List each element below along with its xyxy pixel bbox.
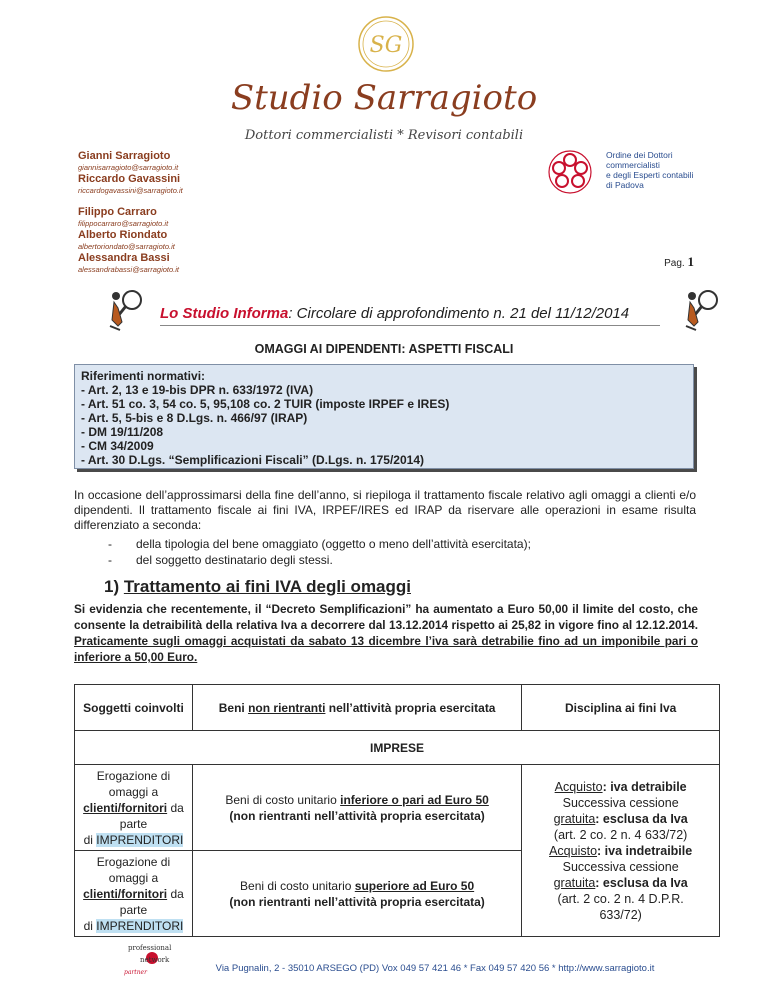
studio-monogram-logo — [356, 14, 416, 74]
ordine-logo-icon — [540, 148, 600, 196]
section-body — [74, 601, 698, 665]
ordine-line: commercialisti — [606, 160, 660, 170]
beni-cell: Beni di costo unitario superiore ad Euro 50 (non rientranti nell’attività propria esercitata) — [192, 851, 521, 937]
section-title — [104, 577, 411, 597]
circular-heading — [160, 305, 660, 322]
list-item-text: del soggetto destinatario degli stessi. — [136, 553, 333, 567]
highlight-imprenditori: IMPRENDITORI — [96, 832, 184, 847]
footer-address: Via Pugnalin, 2 - 35010 ARSEGO (PD) Vox 049 57 421 46 * Fax 049 57 420 56 * http://www.sarragioto.it — [215, 963, 655, 974]
bullet-list — [108, 536, 531, 568]
intro-paragraph: In occasione dell’approssimarsi della fine dell’anno, si riepiloga il trattamento fiscale relativo agli omaggi a clienti e/o dipendenti. Il trattamento fiscale ai fini IVA, IRPEF/IRES ed IRAP da riservare alle operazioni in esame risulta differenziato a seconda: — [74, 488, 696, 532]
svg-text:partner: partner — [124, 969, 147, 976]
svg-text:professional: professional — [128, 944, 172, 952]
person-email[interactable]: riccardogavassini@sarragioto.it — [78, 186, 183, 195]
reference-line: - Art. 30 D.Lgs. “Semplificazioni Fiscali” (D.Lgs. n. 175/2014) — [81, 453, 424, 467]
studio-subtitle: Dottori commercialisti * Revisori contabili — [244, 128, 524, 143]
list-item: - del soggetto destinatario degli stessi. — [108, 553, 333, 567]
soggetti-cell: Erogazione di omaggi a clienti/fornitori da parte di IMPRENDITORI — [75, 765, 193, 851]
section-number: 1) — [104, 577, 120, 596]
person-name: Alessandra Bassi — [78, 252, 170, 264]
iva-table — [74, 684, 720, 937]
document-title: OMAGGI AI DIPENDENTI: ASPETTI FISCALI — [254, 342, 514, 356]
section-body-underlined: Praticamente sugli omaggi acquistati da sabato 13 dicembre l’iva sarà detrabilie fino ad un imponibile pari o inferiore a 50,00 Euro. — [74, 634, 698, 664]
person-name: Filippo Carraro — [78, 206, 157, 218]
heading-rule — [160, 325, 660, 326]
reference-line: - Art. 2, 13 e 19-bis DPR n. 633/1972 (IVA) — [81, 383, 314, 397]
group-imprese: IMPRESE — [75, 731, 720, 765]
person-email[interactable]: alessandrabassi@sarragioto.it — [78, 265, 179, 274]
section-body-text: Si evidenzia che recentemente, il “Decreto Semplificazioni” ha aumentato a Euro 50,00 il limite del costo, che consente la detraibilità della relativa Iva a decorrere dal 13.12.2014 rispetto ai 25,82 in vigore fino al 12.12.2014. — [74, 602, 698, 632]
header-soggetti: Soggetti coinvolti — [75, 685, 193, 731]
reference-line: - Art. 51 co. 3, 54 co. 5, 95,108 co. 2 TUIR (imposte IRPEF e IRES) — [81, 397, 450, 411]
list-item-text: della tipologia del bene omaggiato (oggetto o meno dell’attività esercitata); — [136, 537, 531, 551]
reference-line: - DM 19/11/208 — [81, 425, 164, 439]
magnifier-mascot-icon — [680, 286, 726, 332]
person-name: Riccardo Gavassini — [78, 173, 181, 185]
page-label: Pag. — [664, 258, 685, 269]
person-email[interactable]: albertoriondato@sarragioto.it — [78, 242, 175, 251]
reference-line: - CM 34/2009 — [81, 439, 154, 453]
ordine-line: Ordine dei Dottori — [606, 150, 673, 160]
person-email[interactable]: filippocarraro@sarragioto.it — [78, 219, 169, 228]
monogram-text: SG — [369, 33, 403, 58]
svg-text:network: network — [140, 956, 170, 964]
reference-line: Riferimenti normativi: — [81, 369, 206, 383]
person-name: Gianni Sarragioto — [78, 150, 171, 162]
studio-informa-label: Lo Studio Informa — [160, 305, 289, 322]
header-beni: Beni non rientranti nell’attività propria esercitata — [192, 685, 521, 731]
references-box — [74, 364, 694, 469]
beni-cell: Beni di costo unitario inferiore o pari ad Euro 50 (non rientranti nell’attività propria esercitata) — [192, 765, 521, 851]
person-name: Alberto Riondato — [78, 229, 168, 241]
magnifier-mascot-icon — [104, 286, 150, 332]
soggetti-cell: Erogazione di omaggi a clienti/fornitori da parte di IMPRENDITORI — [75, 851, 193, 937]
studio-name: Studio Sarragioto — [230, 78, 538, 118]
page-number — [664, 254, 694, 270]
partners-list — [78, 150, 278, 275]
section-heading: Trattamento ai fini IVA degli omaggi — [123, 577, 411, 596]
disciplina-cell: Acquisto: iva detraibile Successiva cessione gratuita: esclusa da Iva (art. 2 co. 2 n. 4 633/72) Acquisto: iva indetraibile Successiva cessione gratuita: esclusa da Iva (art. 2 co. 2 n. 4 D.P.R. 633/72) — [522, 765, 720, 937]
header-disciplina: Disciplina ai fini Iva — [522, 685, 720, 731]
list-item: - della tipologia del bene omaggiato (oggetto o meno dell’attività esercitata); — [108, 537, 531, 551]
professional-network-logo — [118, 936, 188, 986]
ordine-line: di Padova — [606, 180, 644, 190]
ordine-line: e degli Esperti contabili — [606, 170, 694, 180]
ordine-text — [606, 150, 716, 190]
highlight-imprenditori: IMPRENDITORI — [96, 918, 184, 933]
page-value: 1 — [687, 254, 694, 269]
person-email[interactable]: giannisarragioto@sarragioto.it — [78, 163, 179, 172]
circular-reference: : Circolare di approfondimento n. 21 del 11/12/2014 — [288, 305, 630, 322]
table-group-row — [75, 731, 720, 765]
reference-line: - Art. 5, 5-bis e 8 D.Lgs. n. 466/97 (IRAP) — [81, 411, 308, 425]
table-header-row — [75, 685, 720, 731]
table-row — [75, 765, 720, 851]
